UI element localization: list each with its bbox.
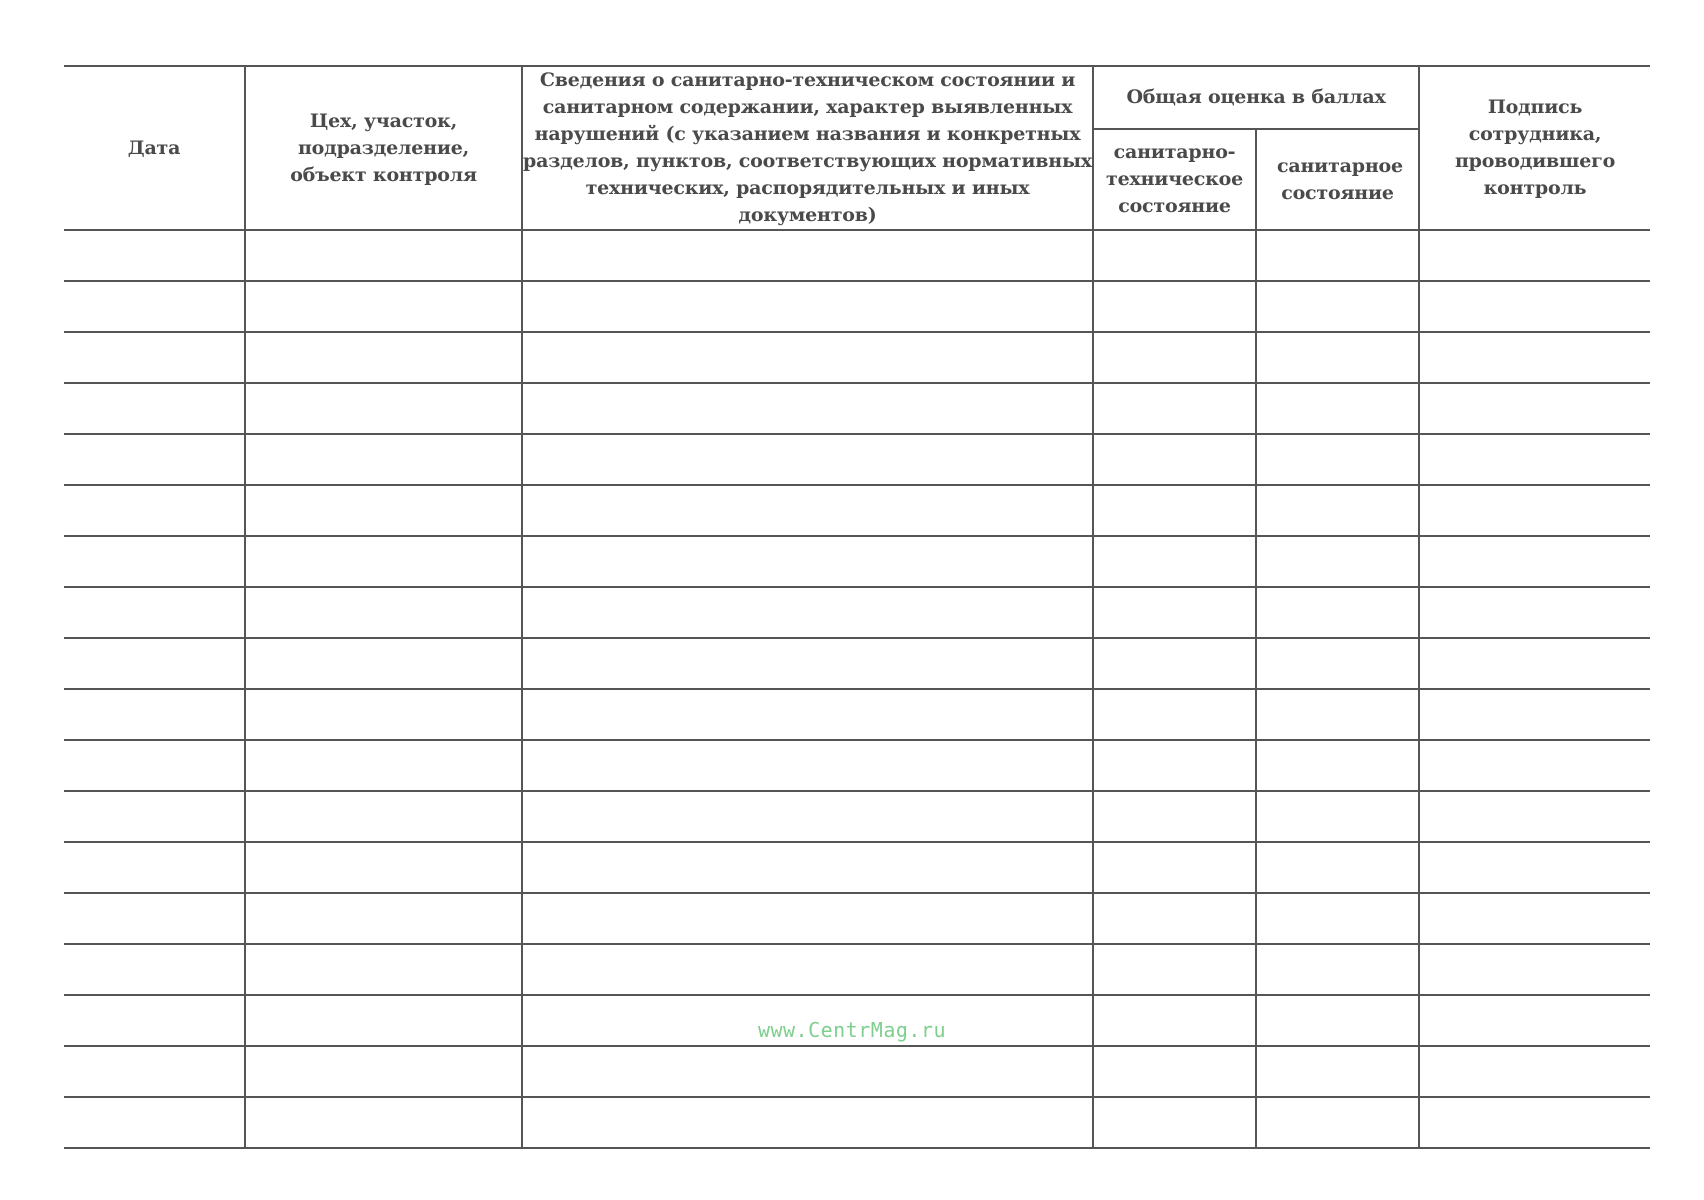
cell-score-sanitary[interactable] [1256, 281, 1419, 332]
cell-score-sanitary[interactable] [1256, 230, 1419, 281]
cell-score-sanitary[interactable] [1256, 434, 1419, 485]
cell-signature[interactable] [1419, 689, 1650, 740]
cell-date[interactable] [64, 383, 245, 434]
cell-details[interactable] [522, 281, 1093, 332]
cell-details[interactable] [522, 893, 1093, 944]
cell-details[interactable] [522, 383, 1093, 434]
cell-details[interactable] [522, 1097, 1093, 1148]
header-date: Дата [64, 66, 245, 230]
cell-score-technical[interactable] [1093, 638, 1256, 689]
table-row [64, 485, 1650, 536]
cell-date[interactable] [64, 1097, 245, 1148]
cell-object[interactable] [245, 434, 522, 485]
cell-object[interactable] [245, 587, 522, 638]
cell-object[interactable] [245, 485, 522, 536]
cell-date[interactable] [64, 332, 245, 383]
cell-signature[interactable] [1419, 281, 1650, 332]
header-control-object [245, 66, 522, 230]
cell-date[interactable] [64, 434, 245, 485]
cell-signature[interactable] [1419, 332, 1650, 383]
cell-object[interactable] [245, 230, 522, 281]
cell-signature[interactable] [1419, 944, 1650, 995]
cell-details[interactable] [522, 332, 1093, 383]
header-control-object-label: Цех, участок, подразделение, объект контроля [290, 109, 477, 186]
cell-score-sanitary[interactable] [1256, 383, 1419, 434]
cell-score-sanitary[interactable] [1256, 485, 1419, 536]
table-row [64, 1046, 1650, 1097]
cell-signature[interactable] [1419, 383, 1650, 434]
header-score-sanitary [1256, 129, 1419, 230]
cell-score-technical[interactable] [1093, 893, 1256, 944]
cell-object[interactable] [245, 383, 522, 434]
cell-date[interactable] [64, 893, 245, 944]
table-row [64, 281, 1650, 332]
cell-object[interactable] [245, 689, 522, 740]
table-row [64, 944, 1650, 995]
cell-score-technical[interactable] [1093, 689, 1256, 740]
cell-date[interactable] [64, 485, 245, 536]
cell-object[interactable] [245, 944, 522, 995]
cell-object[interactable] [245, 638, 522, 689]
header-score-technical-label: санитарно-техническое состояние [1106, 141, 1244, 218]
table-row [64, 230, 1650, 281]
cell-object[interactable] [245, 791, 522, 842]
site-watermark: www.CentrMag.ru [757, 1018, 947, 1042]
table-row [64, 536, 1650, 587]
table-row [64, 434, 1650, 485]
table-header [64, 66, 1650, 230]
cell-score-sanitary[interactable] [1256, 740, 1419, 791]
cell-date[interactable] [64, 944, 245, 995]
cell-score-sanitary[interactable] [1256, 1097, 1419, 1148]
table-row [64, 1097, 1650, 1148]
cell-signature[interactable] [1419, 740, 1650, 791]
cell-signature[interactable] [1419, 434, 1650, 485]
cell-object[interactable] [245, 536, 522, 587]
cell-score-sanitary[interactable] [1256, 893, 1419, 944]
cell-date[interactable] [64, 281, 245, 332]
cell-score-technical[interactable] [1093, 230, 1256, 281]
cell-score-sanitary[interactable] [1256, 944, 1419, 995]
cell-score-technical[interactable] [1093, 944, 1256, 995]
cell-signature[interactable] [1419, 230, 1650, 281]
cell-signature[interactable] [1419, 791, 1650, 842]
cell-score-sanitary[interactable] [1256, 638, 1419, 689]
cell-date[interactable] [64, 587, 245, 638]
cell-score-technical[interactable] [1093, 1097, 1256, 1148]
cell-date[interactable] [64, 740, 245, 791]
cell-score-technical[interactable] [1093, 281, 1256, 332]
cell-object[interactable] [245, 281, 522, 332]
cell-score-sanitary[interactable] [1256, 791, 1419, 842]
cell-score-sanitary[interactable] [1256, 689, 1419, 740]
table-row [64, 791, 1650, 842]
cell-score-technical[interactable] [1093, 434, 1256, 485]
table-row [64, 587, 1650, 638]
cell-score-technical[interactable] [1093, 791, 1256, 842]
cell-date[interactable] [64, 689, 245, 740]
cell-object[interactable] [245, 740, 522, 791]
cell-details[interactable] [522, 842, 1093, 893]
cell-details[interactable] [522, 791, 1093, 842]
cell-object[interactable] [245, 332, 522, 383]
cell-score-technical[interactable] [1093, 842, 1256, 893]
cell-score-technical[interactable] [1093, 332, 1256, 383]
cell-details[interactable] [522, 638, 1093, 689]
cell-signature[interactable] [1419, 893, 1650, 944]
cell-object[interactable] [245, 1046, 522, 1097]
cell-details[interactable] [522, 944, 1093, 995]
cell-details[interactable] [522, 587, 1093, 638]
cell-score-sanitary[interactable] [1256, 332, 1419, 383]
cell-object[interactable] [245, 893, 522, 944]
cell-date[interactable] [64, 1046, 245, 1097]
cell-date[interactable] [64, 842, 245, 893]
cell-score-technical[interactable] [1093, 587, 1256, 638]
cell-score-technical[interactable] [1093, 485, 1256, 536]
cell-signature[interactable] [1419, 1046, 1650, 1097]
cell-signature[interactable] [1419, 1097, 1650, 1148]
cell-score-technical[interactable] [1093, 740, 1256, 791]
cell-score-sanitary[interactable] [1256, 536, 1419, 587]
cell-details[interactable] [522, 689, 1093, 740]
cell-score-sanitary[interactable] [1256, 1046, 1419, 1097]
cell-details[interactable] [522, 485, 1093, 536]
cell-score-technical[interactable] [1093, 536, 1256, 587]
cell-object[interactable] [245, 842, 522, 893]
table-row [64, 332, 1650, 383]
cell-date[interactable] [64, 536, 245, 587]
cell-details[interactable] [522, 434, 1093, 485]
header-inspector-signature-label: Подпись сотрудника, проводившего контроль [1454, 96, 1616, 199]
table-row [64, 893, 1650, 944]
table-row [64, 842, 1650, 893]
cell-details[interactable] [522, 536, 1093, 587]
cell-signature[interactable] [1419, 587, 1650, 638]
cell-details[interactable] [522, 740, 1093, 791]
cell-date[interactable] [64, 230, 245, 281]
cell-details[interactable] [522, 230, 1093, 281]
table-row [64, 383, 1650, 434]
cell-date[interactable] [64, 638, 245, 689]
header-sanitary-details: Сведения о санитарно-техническом состоянии и санитарном содержании, характер выявленных нарушений (с указанием названия и конкретных разделов, пунктов, соответствующих нормативных технических, распорядительных и иных документов) [522, 66, 1093, 230]
header-score-technical [1093, 129, 1256, 230]
cell-score-sanitary[interactable] [1256, 842, 1419, 893]
cell-date[interactable] [64, 791, 245, 842]
cell-details[interactable] [522, 1046, 1093, 1097]
cell-signature[interactable] [1419, 842, 1650, 893]
cell-score-sanitary[interactable] [1256, 587, 1419, 638]
header-total-score: Общая оценка в баллах [1093, 66, 1419, 129]
table-row [64, 740, 1650, 791]
sanitary-control-table [64, 65, 1650, 1149]
cell-signature[interactable] [1419, 638, 1650, 689]
cell-score-technical[interactable] [1093, 1046, 1256, 1097]
cell-score-technical[interactable] [1093, 383, 1256, 434]
table-body [64, 230, 1650, 1148]
cell-signature[interactable] [1419, 485, 1650, 536]
header-score-sanitary-label: санитарное состояние [1277, 154, 1403, 204]
cell-object[interactable] [245, 1097, 522, 1148]
table-row [64, 638, 1650, 689]
cell-signature[interactable] [1419, 536, 1650, 587]
header-inspector-signature [1419, 66, 1650, 230]
table-row [64, 689, 1650, 740]
